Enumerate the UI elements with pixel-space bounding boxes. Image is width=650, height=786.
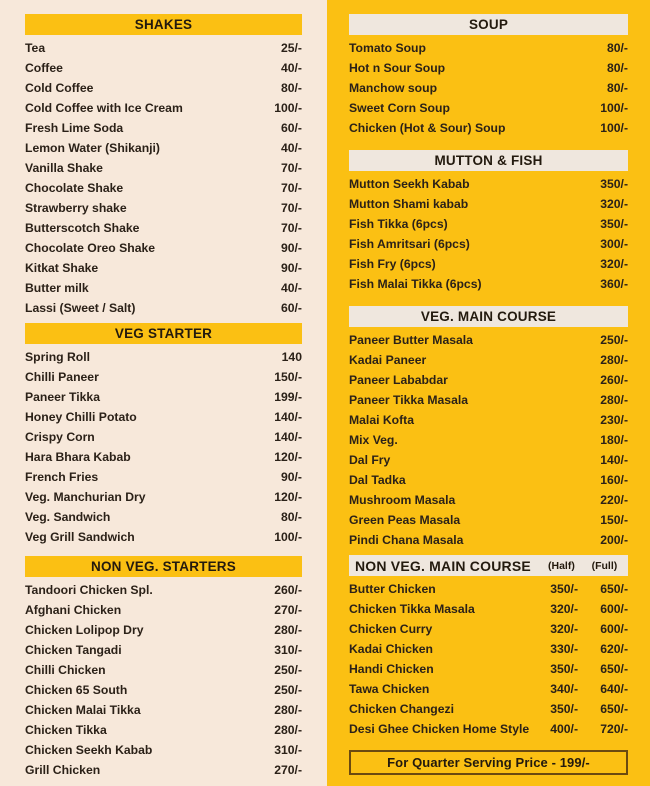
menu-row (349, 699, 628, 719)
item-price: 80/- (280, 81, 302, 95)
item-price: 70/- (280, 201, 302, 215)
item-price-full: 620/- (600, 642, 628, 656)
item-name: Pindi Chana Masala (349, 533, 464, 547)
section-title: SHAKES (134, 17, 193, 32)
item-price-full: 640/- (600, 682, 628, 696)
item-price: 280/- (274, 703, 302, 717)
price-column-headers (540, 560, 626, 572)
section-items (25, 580, 302, 780)
menu-row (349, 510, 628, 530)
item-price: 360/- (600, 277, 628, 291)
item-price: 250/- (274, 683, 302, 697)
menu-row (25, 38, 302, 58)
item-name: Fish Malai Tikka (6pcs) (349, 277, 482, 291)
menu-row (25, 198, 302, 218)
item-name: Fish Tikka (6pcs) (349, 217, 448, 231)
item-price: 80/- (606, 81, 628, 95)
item-name: Mushroom Masala (349, 493, 456, 507)
section-spacer (349, 294, 628, 306)
item-price: 260/- (274, 583, 302, 597)
item-name: Hot n Sour Soup (349, 61, 446, 75)
item-price: 350/- (600, 217, 628, 231)
menu-row (349, 350, 628, 370)
column-header-half: (Half) (547, 559, 575, 572)
menu-row (25, 387, 302, 407)
item-price-full: 650/- (600, 662, 628, 676)
menu-row (25, 278, 302, 298)
item-name: Dal Fry (349, 453, 391, 467)
item-price: 280/- (600, 393, 628, 407)
menu-row (349, 599, 628, 619)
item-price: 300/- (600, 237, 628, 251)
section-items (349, 330, 628, 550)
item-name: Tomato Soup (349, 41, 426, 55)
item-name: Chilli Paneer (25, 370, 99, 384)
item-name: Mutton Shami kabab (349, 197, 469, 211)
menu-column-right (327, 0, 650, 786)
section-veg-starter (25, 323, 302, 547)
item-name: Chicken (Hot & Sour) Soup (349, 121, 506, 135)
menu-row (349, 118, 628, 138)
menu-row (25, 347, 302, 367)
item-price-full: 600/- (600, 602, 628, 616)
menu-row (25, 700, 302, 720)
item-name: Manchow soup (349, 81, 438, 95)
section-title: NON VEG. STARTERS (91, 559, 236, 574)
section-header-veg-main-course (349, 306, 628, 327)
item-name: Chicken Tikka Masala (349, 602, 475, 616)
item-price-half: 350/- (550, 662, 578, 676)
item-name: Cold Coffee (25, 81, 94, 95)
item-name: Veg. Sandwich (25, 510, 111, 524)
item-name: Paneer Lababdar (349, 373, 448, 387)
item-price-full: 720/- (600, 722, 628, 736)
item-name: Paneer Tikka Masala (349, 393, 469, 407)
menu-row (349, 410, 628, 430)
menu-row (349, 450, 628, 470)
item-price: 80/- (606, 41, 628, 55)
section-items (25, 38, 302, 318)
item-price: 310/- (274, 743, 302, 757)
item-name: Veg. Manchurian Dry (25, 490, 146, 504)
item-name: French Fries (25, 470, 99, 484)
item-name: Tea (25, 41, 46, 55)
item-price: 260/- (600, 373, 628, 387)
menu-row (25, 407, 302, 427)
menu-row (349, 234, 628, 254)
menu-row (25, 720, 302, 740)
item-price: 140 (281, 350, 302, 364)
item-name: Kadai Paneer (349, 353, 427, 367)
item-name: Kitkat Shake (25, 261, 99, 275)
top-spacer (349, 0, 628, 14)
section-header-non-veg-starters (25, 556, 302, 577)
item-name: Chicken Tangadi (25, 643, 122, 657)
menu-row (349, 719, 628, 739)
item-name: Handi Chicken (349, 662, 434, 676)
item-price: 320/- (600, 197, 628, 211)
item-price: 70/- (280, 181, 302, 195)
item-price: 100/- (274, 101, 302, 115)
section-non-veg-main-course (349, 555, 628, 739)
item-name: Coffee (25, 61, 63, 75)
section-header-mutton-and-fish (349, 150, 628, 171)
item-name: Lemon Water (Shikanji) (25, 141, 160, 155)
menu-row (349, 470, 628, 490)
menu-row (349, 430, 628, 450)
section-soup (349, 14, 628, 138)
section-spacer (349, 138, 628, 150)
item-name: Malai Kofta (349, 413, 415, 427)
item-name: Chicken Changezi (349, 702, 454, 716)
item-name: Chicken Malai Tikka (25, 703, 141, 717)
item-name: Chicken Curry (349, 622, 433, 636)
menu-row (25, 660, 302, 680)
menu-row (25, 258, 302, 278)
item-price: 40/- (280, 61, 302, 75)
item-price-half: 400/- (550, 722, 578, 736)
item-name: Butter milk (25, 281, 89, 295)
item-price-full: 600/- (600, 622, 628, 636)
item-name: Dal Tadka (349, 473, 406, 487)
item-price: 160/- (600, 473, 628, 487)
menu-row (349, 530, 628, 550)
menu-row (25, 298, 302, 318)
item-price: 100/- (600, 101, 628, 115)
item-name: Afghani Chicken (25, 603, 122, 617)
section-header-shakes (25, 14, 302, 35)
menu-row (25, 507, 302, 527)
section-title: VEG. MAIN COURSE (420, 309, 557, 324)
item-name: Lassi (Sweet / Salt) (25, 301, 136, 315)
menu-row (25, 427, 302, 447)
item-price: 120/- (274, 490, 302, 504)
section-spacer (25, 547, 302, 556)
item-name: Honey Chilli Potato (25, 410, 137, 424)
item-name: Mix Veg. (349, 433, 398, 447)
menu-row (349, 98, 628, 118)
menu-row (25, 78, 302, 98)
menu-row (25, 158, 302, 178)
item-price: 280/- (274, 723, 302, 737)
item-price: 199/- (274, 390, 302, 404)
item-name: Butter Chicken (349, 582, 436, 596)
item-name: Paneer Butter Masala (349, 333, 473, 347)
item-price: 270/- (274, 603, 302, 617)
item-price: 80/- (280, 510, 302, 524)
section-items (349, 38, 628, 138)
menu-row (25, 467, 302, 487)
item-name: Chilli Chicken (25, 663, 106, 677)
item-price: 270/- (274, 763, 302, 777)
menu-row (25, 218, 302, 238)
menu-row (349, 214, 628, 234)
section-title: SOUP (468, 17, 509, 32)
menu-row (349, 330, 628, 350)
item-name: Fish Fry (6pcs) (349, 257, 436, 271)
item-price: 250/- (274, 663, 302, 677)
item-price-half: 350/- (550, 582, 578, 596)
item-price: 250/- (600, 333, 628, 347)
item-name: Crispy Corn (25, 430, 95, 444)
item-name: Green Peas Masala (349, 513, 461, 527)
item-price: 140/- (274, 410, 302, 424)
menu-row (25, 367, 302, 387)
item-name: Grill Chicken (25, 763, 101, 777)
section-header-non-veg-main-course (349, 555, 628, 576)
item-price: 25/- (280, 41, 302, 55)
menu-row (349, 58, 628, 78)
menu-row (25, 58, 302, 78)
quarter-serving-banner (349, 750, 628, 775)
menu-row (25, 680, 302, 700)
menu-row (349, 194, 628, 214)
item-name: Cold Coffee with Ice Cream (25, 101, 183, 115)
section-mutton-and-fish (349, 150, 628, 294)
item-price: 100/- (600, 121, 628, 135)
menu-row (349, 679, 628, 699)
menu-row (25, 447, 302, 467)
item-price: 40/- (280, 281, 302, 295)
menu-row (349, 174, 628, 194)
item-price: 180/- (600, 433, 628, 447)
section-title: NON VEG. MAIN COURSE (355, 557, 531, 574)
item-name: Chicken 65 South (25, 683, 128, 697)
item-name: Fresh Lime Soda (25, 121, 124, 135)
item-name: Chicken Lolipop Dry (25, 623, 144, 637)
item-price: 200/- (600, 533, 628, 547)
item-name: Paneer Tikka (25, 390, 100, 404)
section-header-soup (349, 14, 628, 35)
section-shakes (25, 14, 302, 318)
menu-row (25, 118, 302, 138)
menu-row (25, 527, 302, 547)
menu-row (349, 370, 628, 390)
item-name: Butterscotch Shake (25, 221, 140, 235)
item-name: Desi Ghee Chicken Home Style (349, 722, 530, 736)
menu-row (25, 238, 302, 258)
menu-row (25, 600, 302, 620)
top-spacer (25, 0, 302, 14)
section-header-veg-starter (25, 323, 302, 344)
item-price: 140/- (274, 430, 302, 444)
item-name: Spring Roll (25, 350, 90, 364)
menu-row (25, 580, 302, 600)
menu-row (349, 254, 628, 274)
item-price: 320/- (600, 257, 628, 271)
section-items (349, 579, 628, 739)
column-header-full: (Full) (591, 559, 618, 572)
item-name: Hara Bhara Kabab (25, 450, 131, 464)
section-items (25, 347, 302, 547)
menu-row (349, 490, 628, 510)
menu-row (25, 640, 302, 660)
item-price: 60/- (280, 121, 302, 135)
menu-row (25, 98, 302, 118)
item-price: 120/- (274, 450, 302, 464)
menu-row (349, 579, 628, 599)
section-title: VEG STARTER (114, 326, 213, 341)
item-price: 70/- (280, 221, 302, 235)
item-price: 80/- (606, 61, 628, 75)
item-name: Mutton Seekh Kabab (349, 177, 470, 191)
item-price: 90/- (280, 241, 302, 255)
menu-row (25, 620, 302, 640)
item-name: Fish Amritsari (6pcs) (349, 237, 470, 251)
item-name: Tawa Chicken (349, 682, 430, 696)
item-price: 230/- (600, 413, 628, 427)
section-veg-main-course (349, 306, 628, 550)
menu-row (25, 487, 302, 507)
item-name: Tandoori Chicken Spl. (25, 583, 153, 597)
menu-row (349, 639, 628, 659)
menu-row (349, 619, 628, 639)
menu-row (349, 390, 628, 410)
item-price-half: 350/- (550, 702, 578, 716)
item-price: 150/- (274, 370, 302, 384)
item-price: 140/- (600, 453, 628, 467)
item-price: 70/- (280, 161, 302, 175)
item-price: 350/- (600, 177, 628, 191)
item-name: Chocolate Oreo Shake (25, 241, 156, 255)
item-price: 100/- (274, 530, 302, 544)
menu-row (25, 740, 302, 760)
item-price: 280/- (274, 623, 302, 637)
item-name: Veg Grill Sandwich (25, 530, 135, 544)
item-price-half: 340/- (550, 682, 578, 696)
menu-row (25, 138, 302, 158)
item-price: 280/- (600, 353, 628, 367)
item-price: 40/- (280, 141, 302, 155)
menu-row (349, 274, 628, 294)
item-price: 60/- (280, 301, 302, 315)
item-price-half: 330/- (550, 642, 578, 656)
item-price-half: 320/- (550, 622, 578, 636)
item-price: 150/- (600, 513, 628, 527)
menu-row (349, 659, 628, 679)
section-title: MUTTON & FISH (434, 153, 543, 168)
item-name: Sweet Corn Soup (349, 101, 450, 115)
item-name: Chocolate Shake (25, 181, 124, 195)
item-name: Vanilla Shake (25, 161, 103, 175)
menu-row (25, 178, 302, 198)
section-items (349, 174, 628, 294)
menu-row (349, 38, 628, 58)
item-price: 90/- (280, 261, 302, 275)
item-name: Chicken Seekh Kabab (25, 743, 153, 757)
item-name: Kadai Chicken (349, 642, 433, 656)
item-price-full: 650/- (600, 582, 628, 596)
item-price: 90/- (280, 470, 302, 484)
item-price-full: 650/- (600, 702, 628, 716)
quarter-serving-text: For Quarter Serving Price - 199/- (387, 755, 590, 770)
item-name: Strawberry shake (25, 201, 127, 215)
item-name: Chicken Tikka (25, 723, 107, 737)
item-price-half: 320/- (550, 602, 578, 616)
item-price: 310/- (274, 643, 302, 657)
section-non-veg-starters (25, 556, 302, 780)
item-price: 220/- (600, 493, 628, 507)
menu-row (349, 78, 628, 98)
menu-row (25, 760, 302, 780)
